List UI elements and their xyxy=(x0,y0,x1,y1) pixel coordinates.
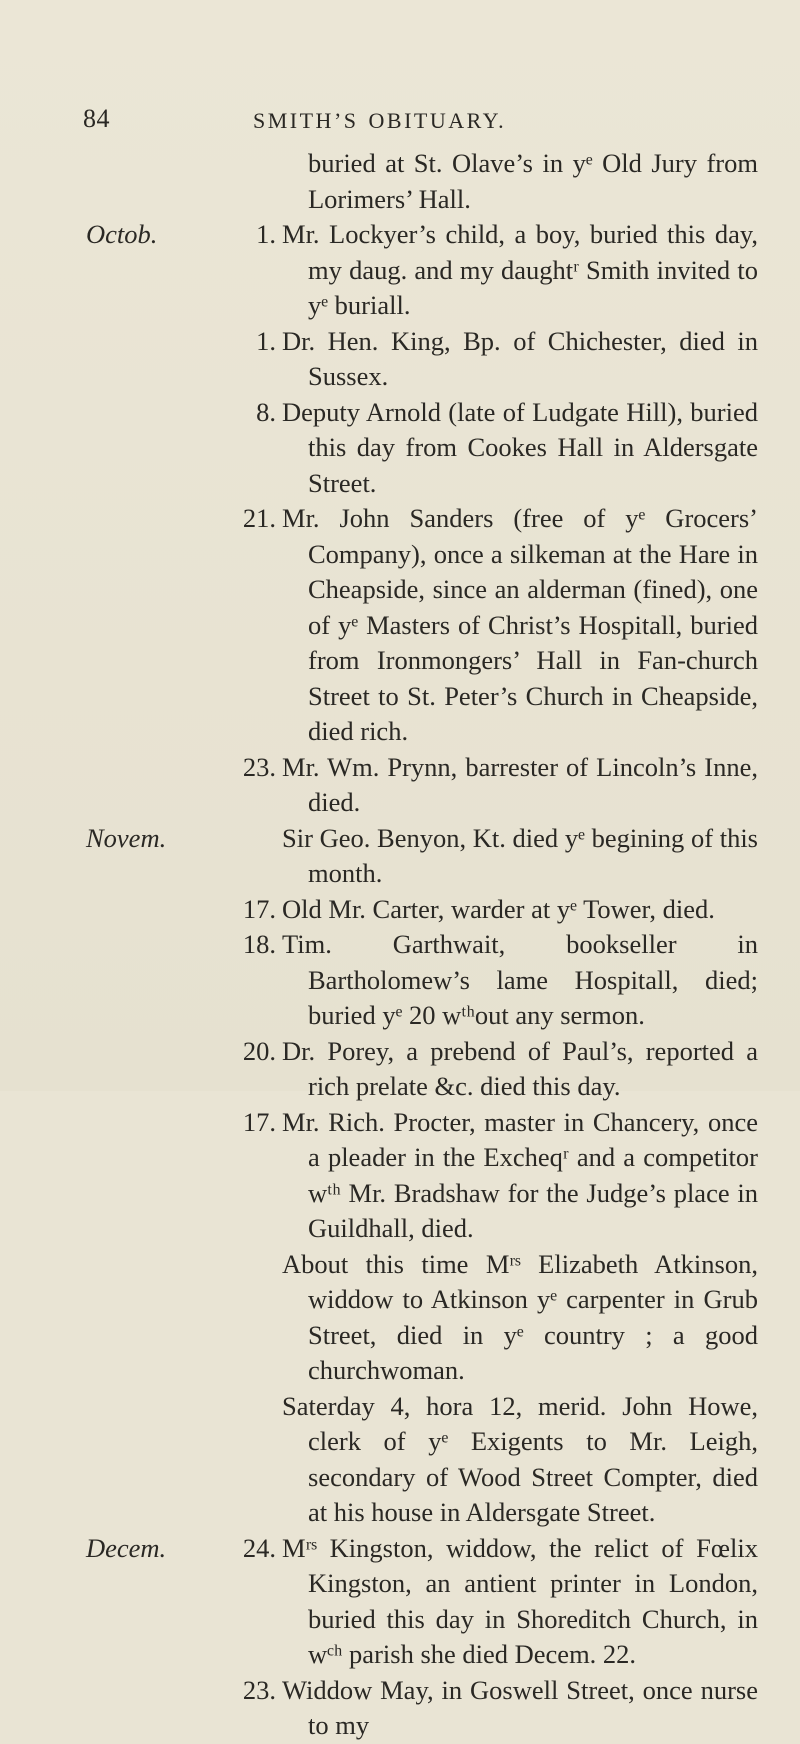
entry-text: Mr. Rich. Procter, master in Chancery, once a pleader in the Excheqʳ and a competitor wᵗʰ Mr. Bradshaw for the Judge’s place in Guildhall, died. xyxy=(282,1106,758,1243)
obituary-entry xyxy=(0,324,800,395)
entry-text: Sir Geo. Benyon, Kt. died yᵉ begining of this month. xyxy=(282,822,758,888)
obituary-entry xyxy=(0,927,800,1034)
entry-month: Decem. xyxy=(86,1532,167,1563)
entry-day: 17. xyxy=(242,1106,276,1137)
obituary-entry xyxy=(0,395,800,502)
entry-text: Dr. Hen. King, Bp. of Chichester, died in Sussex. xyxy=(282,325,758,391)
obituary-entry xyxy=(0,750,800,821)
entry-text: Mr. Lockyer’s child, a boy, buried this day, my daug. and my daughtʳ Smith invited to yᵉ buriall. xyxy=(282,219,758,320)
obituary-text xyxy=(0,146,800,1744)
page-header xyxy=(0,104,800,134)
page-number: 84 xyxy=(83,104,110,133)
entry-text: Old Mr. Carter, warder at yᵉ Tower, died. xyxy=(282,893,715,924)
obituary-entry xyxy=(0,501,800,750)
obituary-entry xyxy=(0,1673,800,1744)
entry-day: 23. xyxy=(242,1674,276,1705)
entry-text: Deputy Arnold (late of Ludgate Hill), buried this day from Cookes Hall in Aldersgate Street. xyxy=(282,396,758,498)
obituary-entry xyxy=(0,1034,800,1105)
entry-text: Saterday 4, hora 12, merid. John Howe, clerk of yᵉ Exigents to Mr. Leigh, secondary of Wood Street Compter, died at his house in Aldersgate Street. xyxy=(282,1390,758,1527)
entry-day: 1. xyxy=(256,219,276,249)
entry-day: 23. xyxy=(242,751,276,782)
entry-text: Dr. Porey, a prebend of Paul’s, reported a rich prelate &c. died this day. xyxy=(282,1035,758,1101)
obituary-entry xyxy=(0,1531,800,1673)
entry-day: 17. xyxy=(242,893,276,924)
running-head: SMITH’S OBITUARY. xyxy=(253,108,507,133)
entry-day: 20. xyxy=(242,1035,276,1066)
entry-month: Novem. xyxy=(86,822,167,853)
entry-text: Mʳˢ Kingston, widdow, the relict of Fœlix Kingston, an antient printer in London, buried this day in Shoreditch Church, in wᶜʰ parish she died Decem. 22. xyxy=(282,1532,758,1669)
obituary-entry xyxy=(0,1247,800,1389)
entry-text: Tim. Garthwait, bookseller in Bartholomew’s lame Hospitall, died; buried yᵉ 20 wᵗʰout any sermon. xyxy=(282,929,758,1030)
entry-text: About this time Mʳˢ Elizabeth Atkinson, widdow to Atkinson yᵉ carpenter in Grub Street, died in yᵉ country ; a good churchwoman. xyxy=(282,1248,758,1385)
entry-day: 18. xyxy=(242,929,276,959)
entry-text: Mr. John Sanders (free of yᵉ Grocers’ Company), once a silkeman at the Hare in Cheapside, since an alderman (fined), one of yᵉ Masters of Christ’s Hospitall, buried from Ironmongers’ Hall in Fan-church Street to St. Peter’s Church in Cheapside, died rich. xyxy=(282,503,758,746)
entry-day: 21. xyxy=(242,503,276,533)
obituary-entry xyxy=(0,217,800,324)
entry-day: 1. xyxy=(256,325,276,356)
obituary-entry xyxy=(0,892,800,928)
entry-month: Octob. xyxy=(86,219,158,249)
entry-text: Widdow May, in Goswell Street, once nurse to my xyxy=(282,1674,758,1740)
obituary-entry xyxy=(0,1105,800,1247)
entry-text: Mr. Wm. Prynn, barrester of Lincoln’s Inne, died. xyxy=(282,751,758,817)
entry-day: 24. xyxy=(242,1532,276,1563)
obituary-entry xyxy=(0,146,800,217)
obituary-entry xyxy=(0,1389,800,1531)
entry-text: buried at St. Olave’s in yᵉ Old Jury from Lorimers’ Hall. xyxy=(308,148,758,214)
obituary-entry xyxy=(0,821,800,892)
entry-day: 8. xyxy=(256,396,276,427)
